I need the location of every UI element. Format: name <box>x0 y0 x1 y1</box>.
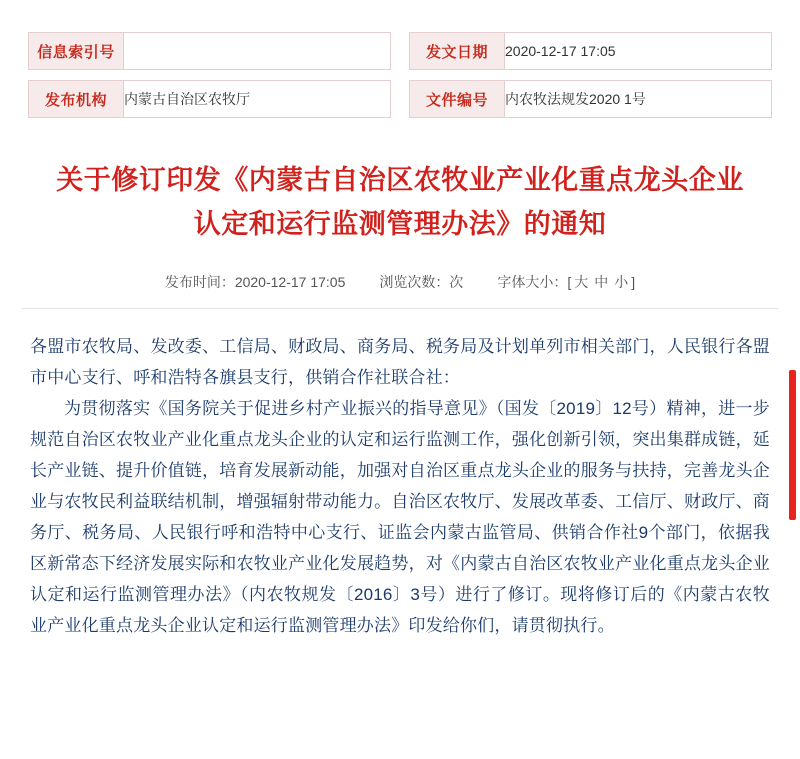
meta-value-issue-date: 2020-12-17 17:05 <box>505 32 772 70</box>
font-size-large-button[interactable]: 大 <box>574 274 589 290</box>
meta-value-doc-number: 内农牧法规发2020 1号 <box>505 80 772 118</box>
document-meta-table <box>28 22 772 128</box>
document-body <box>30 331 770 641</box>
font-size-close-bracket: ] <box>631 274 636 290</box>
page-title: 关于修订印发《内蒙古自治区农牧业产业化重点龙头企业认定和运行监测管理办法》的通知 <box>56 165 744 239</box>
view-count-value: 次 <box>449 274 464 290</box>
font-size-label: 字体大小：[ <box>497 274 572 290</box>
meta-label-issue-date: 发文日期 <box>409 32 505 70</box>
body-paragraph-1: 各盟市农牧局、发改委、工信局、财政局、商务局、税务局及计划单列市相关部门，人民银行各盟市中心支行、呼和浩特各旗县支行，供销合作社联合社： <box>30 337 770 387</box>
body-paragraph-2: 为贯彻落实《国务院关于促进乡村产业振兴的指导意见》（国发〔2019〕12号）精神，进一步规范自治区农牧业产业化重点龙头企业的认定和运行监测工作，强化创新引领，突出集群成链，延长产业链、提升价值链，培育发展新动能，加强对自治区重点龙头企业的服务与扶持，完善龙头企业与农牧民利益联结机制，增强辐射带动能力。自治区农牧厅、发展改革委、工信厅、财政厅、商务厅、税务局、人民银行呼和浩特中心支行、证监会内蒙古监管局、供销合作社9个部门，依据我区新常态下经济发展实际和农牧业产业化发展趋势，对《内蒙古自治区农牧业产业化重点龙头企业认定和运行监测管理办法》（内农牧规发〔2016〕3号）进行了修订。现将修订后的《内蒙古农牧业产业化重点龙头企业认定和运行监测管理办法》印发给你们，请贯彻执行。 <box>30 399 770 635</box>
table-row <box>28 80 772 118</box>
meta-label-publisher: 发布机构 <box>28 80 124 118</box>
section-divider <box>22 308 778 309</box>
font-size-medium-button[interactable]: 中 <box>594 274 609 290</box>
meta-spacer <box>391 80 409 118</box>
meta-value-publisher: 内蒙古自治区农牧厅 <box>124 80 391 118</box>
meta-label-index-number: 信息索引号 <box>28 32 124 70</box>
table-row <box>28 32 772 70</box>
meta-value-index-number <box>124 32 391 70</box>
publish-time-value: 2020-12-17 17:05 <box>234 274 346 290</box>
font-size-group <box>497 272 635 292</box>
document-page <box>0 22 800 759</box>
font-size-small-button[interactable]: 小 <box>614 274 629 290</box>
view-count-label: 浏览次数： <box>379 274 450 290</box>
meta-label-doc-number: 文件编号 <box>409 80 505 118</box>
meta-spacer <box>391 32 409 70</box>
publish-time-label: 发布时间： <box>164 274 235 290</box>
view-count-group <box>379 272 463 292</box>
scrollbar-thumb[interactable] <box>789 370 796 520</box>
document-info-bar <box>0 272 800 308</box>
publish-time-group <box>165 272 346 292</box>
